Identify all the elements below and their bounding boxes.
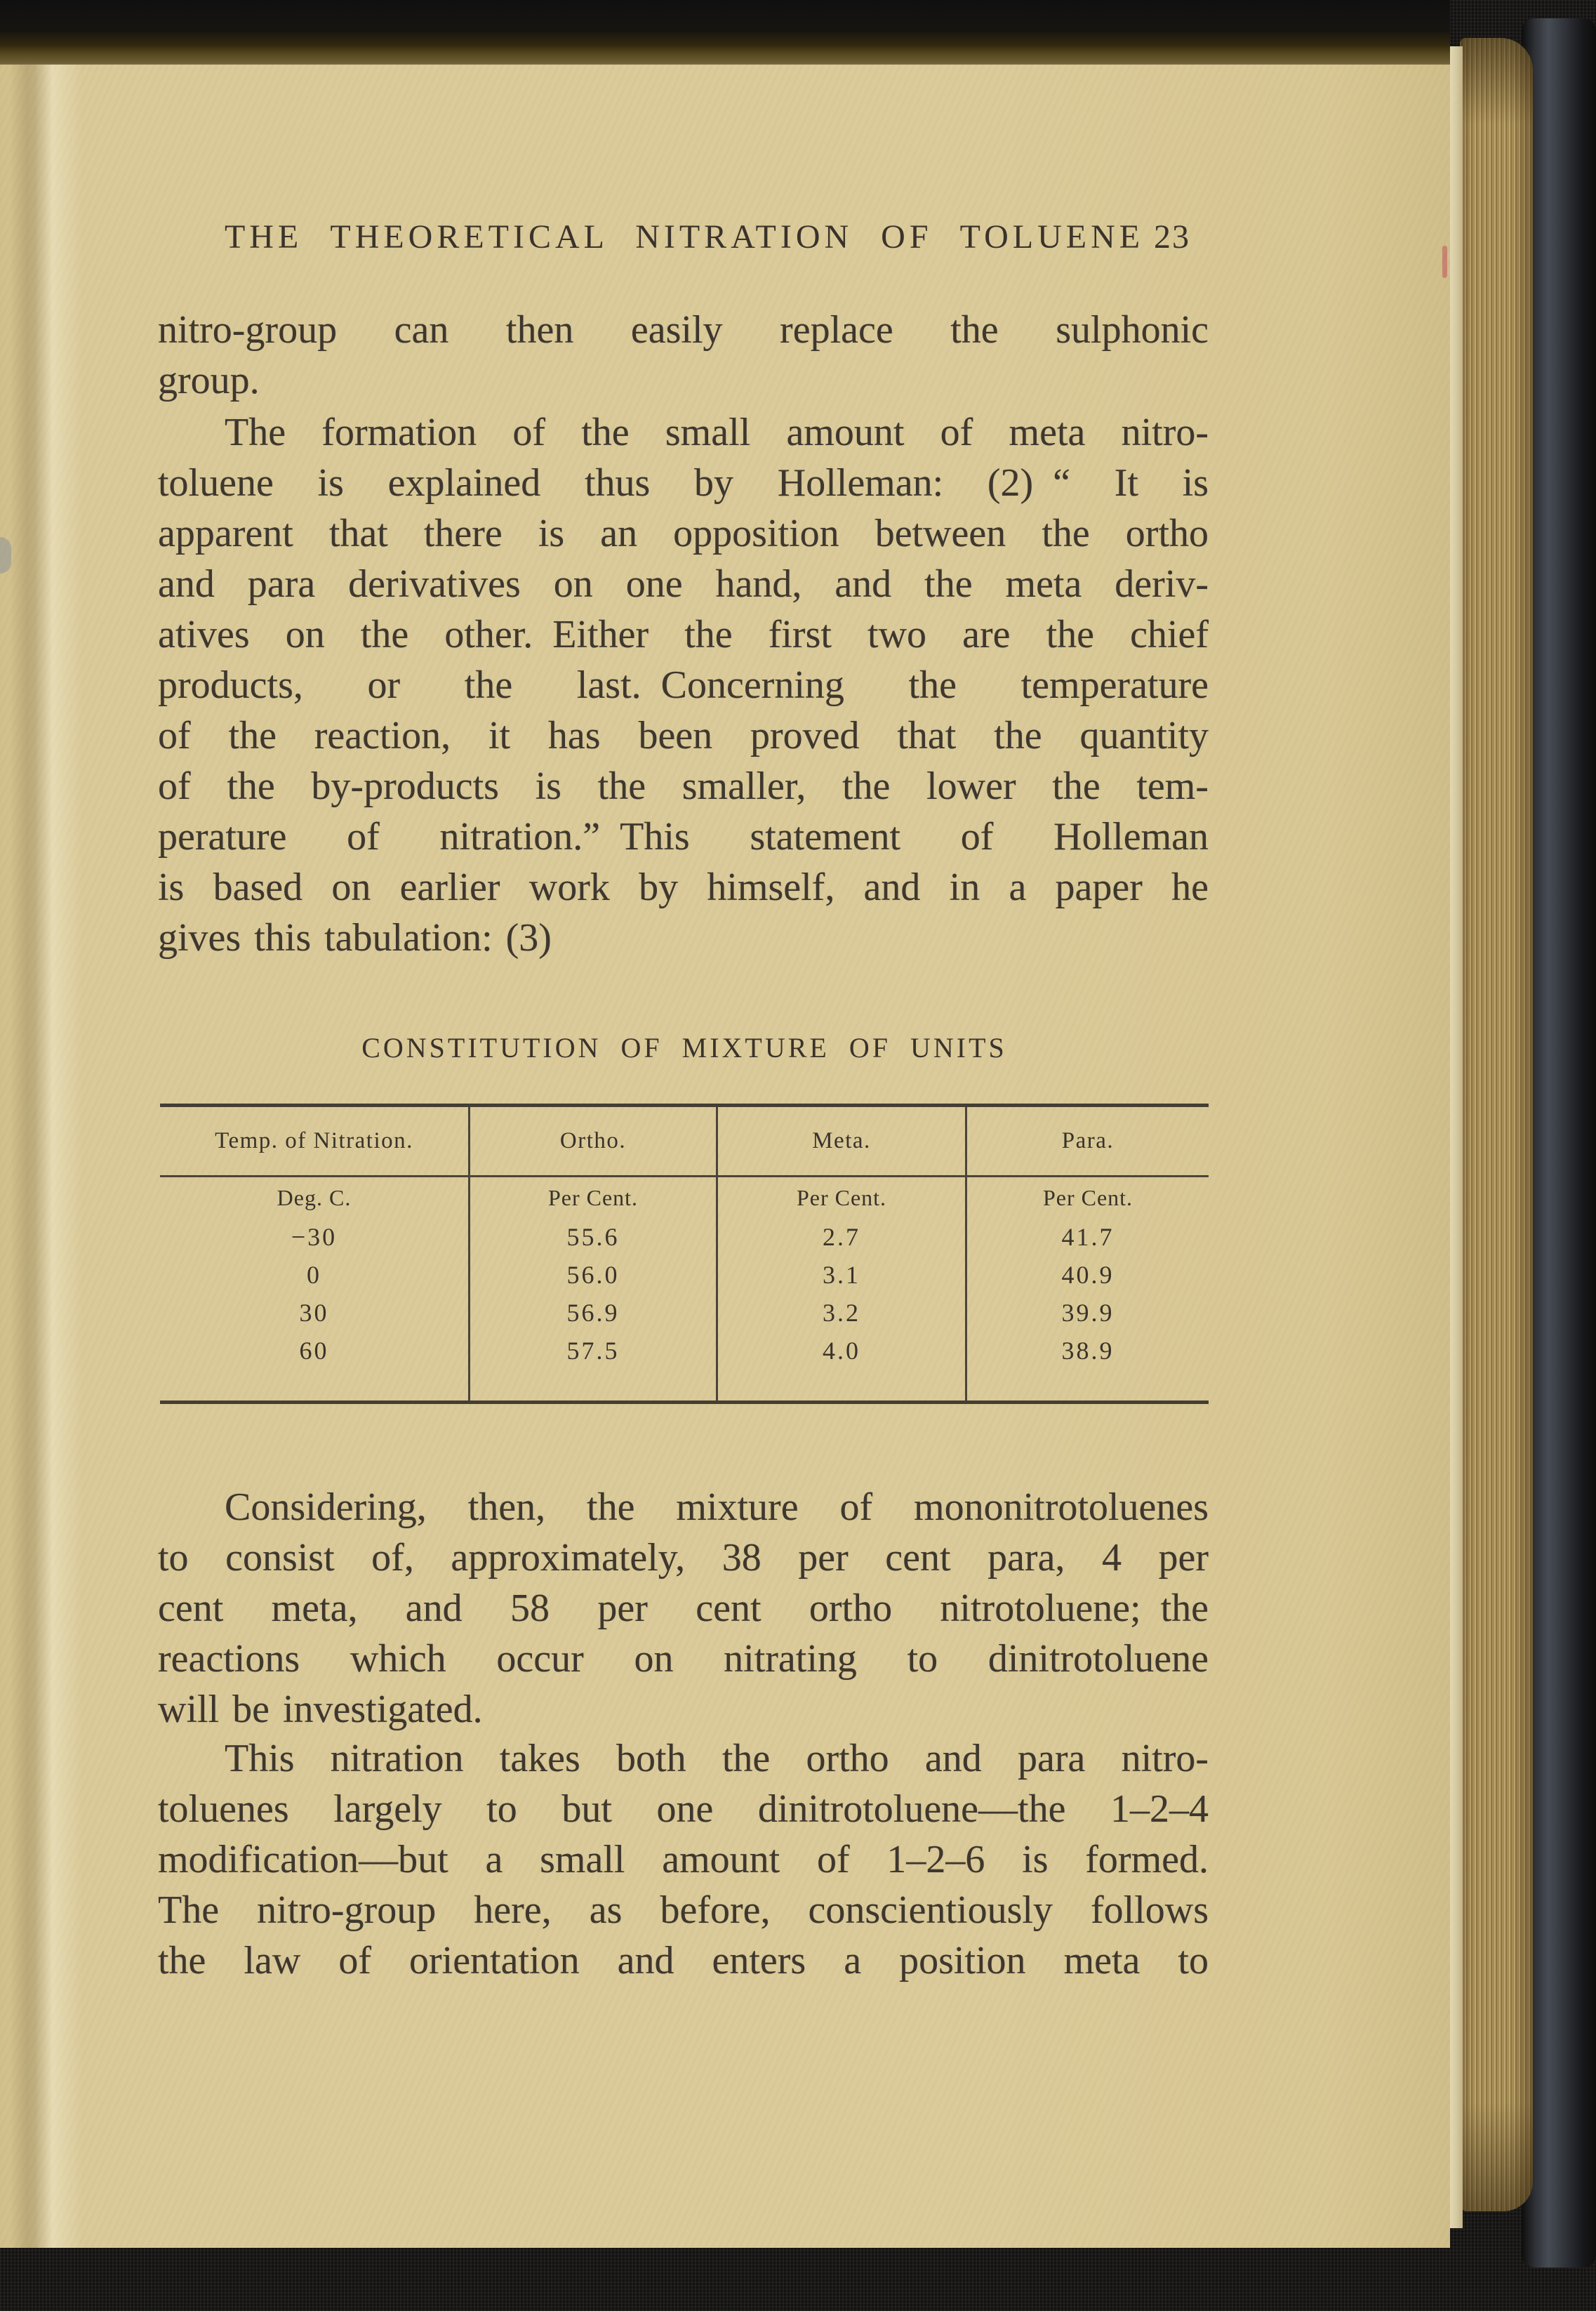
text-line: toluene is explained thus by Holleman: (2) “ It is bbox=[158, 461, 1209, 505]
table-units-row bbox=[160, 1177, 1209, 1218]
text-line: the law of orientation and enters a position meta to bbox=[158, 1939, 1209, 1982]
page-number: 23 bbox=[1154, 218, 1190, 256]
book-fore-edge-pages bbox=[1460, 38, 1533, 2211]
text-line: and para derivatives on one hand, and the meta deriv- bbox=[158, 562, 1209, 606]
table-cell: Per Cent. bbox=[468, 1177, 716, 1218]
text-line: will be investigated. bbox=[158, 1688, 483, 1731]
text-line: Considering, then, the mixture of mononitrotoluenes bbox=[225, 1485, 1209, 1529]
text-line: The nitro-group here, as before, conscientiously follows bbox=[158, 1888, 1209, 1932]
table-cell: 41.7 bbox=[965, 1218, 1209, 1256]
table-cell: 3.2 bbox=[716, 1294, 965, 1332]
table-cell: Deg. C. bbox=[277, 1184, 352, 1210]
page-title: THE THEORETICAL NITRATION OF TOLUENE bbox=[224, 218, 1145, 256]
table-cell: 4.0 bbox=[716, 1332, 965, 1370]
page-edge-red-mark bbox=[1442, 246, 1447, 278]
text-line: atives on the other. Either the first two are the chief bbox=[158, 613, 1209, 656]
text-line: cent meta, and 58 per cent ortho nitrotoluene; the bbox=[158, 1587, 1209, 1630]
page-margin-mark bbox=[0, 537, 11, 574]
paragraph bbox=[158, 407, 1209, 963]
text-line: nitro-group can then easily replace the sulphonic bbox=[158, 308, 1209, 352]
table-data-row bbox=[160, 1218, 1209, 1256]
text-line: products, or the last. Concerning the temperature bbox=[158, 663, 1209, 707]
text-line: apparent that there is an opposition between the ortho bbox=[158, 512, 1209, 555]
table-cell bbox=[468, 1370, 716, 1400]
text-line: to consist of, approximately, 38 per cent para, 4 per bbox=[158, 1536, 1209, 1580]
book-page bbox=[0, 65, 1450, 2248]
text-line: is based on earlier work by himself, and in a paper he bbox=[158, 866, 1209, 909]
table-cell: Para. bbox=[965, 1107, 1209, 1177]
table-cell: 56.0 bbox=[468, 1256, 716, 1294]
table-cell: Temp. of Nitration. bbox=[160, 1107, 468, 1177]
running-head bbox=[160, 215, 1209, 260]
text-line: modification—but a small amount of 1–2–6 is formed. bbox=[158, 1838, 1209, 1881]
text-line: of the by-products is the smaller, the lower the tem- bbox=[158, 764, 1209, 808]
text-line: This nitration takes both the ortho and para nitro- bbox=[225, 1737, 1209, 1780]
table-cell: −30 bbox=[291, 1223, 338, 1251]
text-line: group. bbox=[158, 359, 260, 402]
table-cell: 0 bbox=[307, 1261, 321, 1289]
table-data-row bbox=[160, 1256, 1209, 1294]
table-cell: 56.9 bbox=[468, 1294, 716, 1332]
text-line: The formation of the small amount of meta nitro- bbox=[225, 411, 1209, 454]
table-cell: 60 bbox=[299, 1337, 329, 1365]
table-cell: 30 bbox=[299, 1299, 329, 1327]
table-cell: Ortho. bbox=[468, 1107, 716, 1177]
table-cell: Per Cent. bbox=[965, 1177, 1209, 1218]
text-line: toluenes largely to but one dinitrotoluene—the 1–2–4 bbox=[158, 1787, 1209, 1831]
table-title: CONSTITUTION OF MIXTURE OF UNITS bbox=[361, 1032, 1007, 1064]
table-cell bbox=[716, 1370, 965, 1400]
table-cell bbox=[965, 1370, 1209, 1400]
table-data-row bbox=[160, 1332, 1209, 1370]
table-spacer-row bbox=[160, 1370, 1209, 1400]
text-line: reactions which occur on nitrating to dinitrotoluene bbox=[158, 1637, 1209, 1681]
table-cell: Meta. bbox=[716, 1107, 965, 1177]
text-line: perature of nitration.” This statement of Holleman bbox=[158, 815, 1209, 859]
book-top-edge bbox=[0, 0, 1450, 65]
table-cell: 2.7 bbox=[716, 1218, 965, 1256]
table-cell: 57.5 bbox=[468, 1332, 716, 1370]
table-header-row bbox=[160, 1107, 1209, 1177]
table-cell: 3.1 bbox=[716, 1256, 965, 1294]
table-cell: 55.6 bbox=[468, 1218, 716, 1256]
table-cell: 39.9 bbox=[965, 1294, 1209, 1332]
table-cell: Per Cent. bbox=[716, 1177, 965, 1218]
table-cell: 38.9 bbox=[965, 1332, 1209, 1370]
text-line: gives this tabulation: (3) bbox=[158, 916, 552, 960]
paragraph bbox=[158, 305, 1209, 406]
table-data-row bbox=[160, 1294, 1209, 1332]
holleman-table bbox=[160, 1104, 1209, 1404]
table-cell bbox=[160, 1370, 468, 1400]
page-crease bbox=[10, 65, 87, 2248]
paragraph bbox=[158, 1733, 1209, 1986]
table-cell: 40.9 bbox=[965, 1256, 1209, 1294]
paragraph bbox=[158, 1482, 1209, 1735]
text-line: of the reaction, it has been proved that the quantity bbox=[158, 714, 1209, 757]
